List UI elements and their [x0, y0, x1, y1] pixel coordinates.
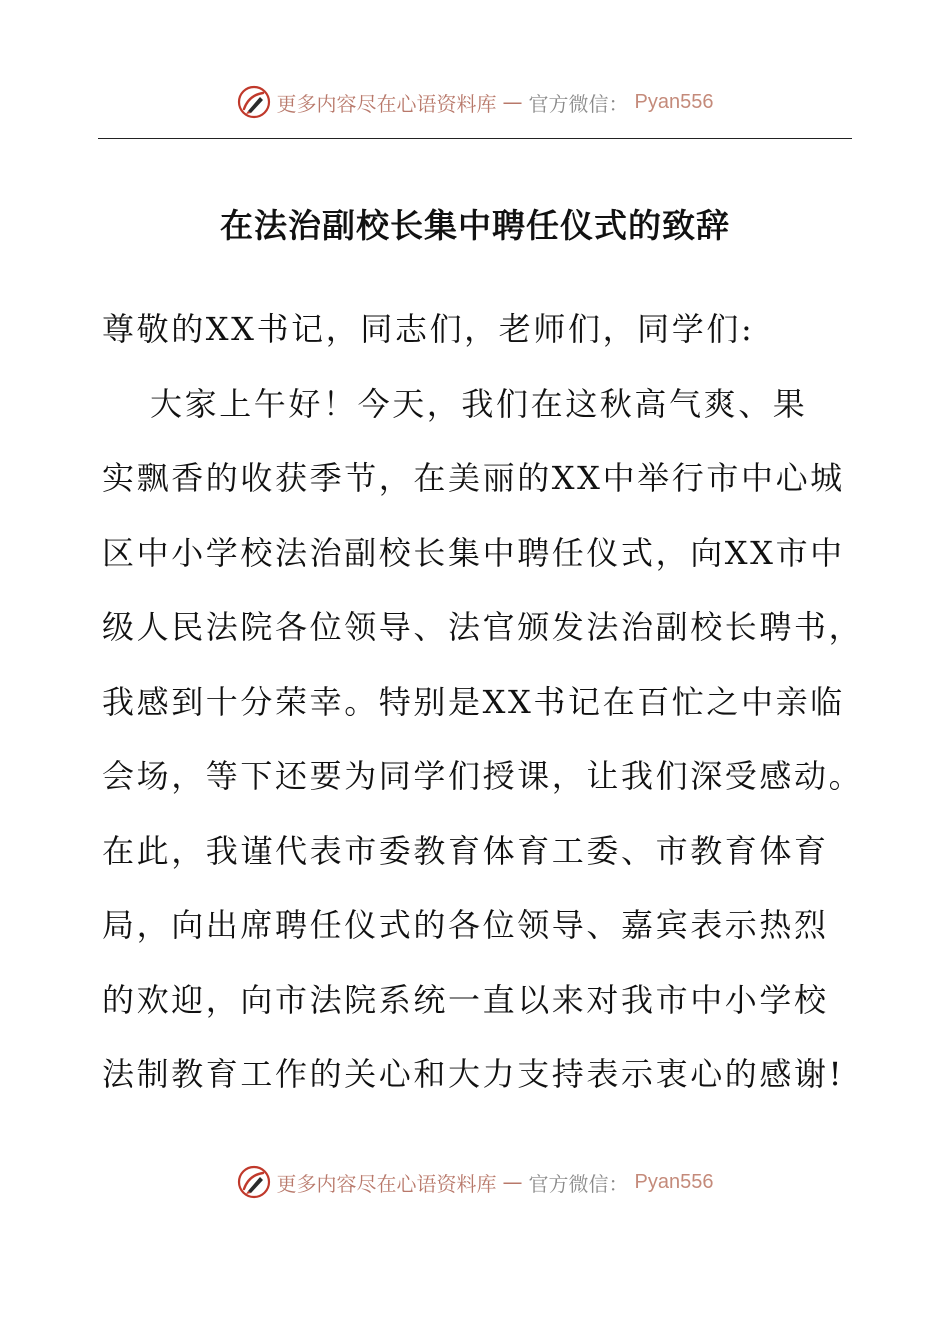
- footer-banner-content: [237, 1165, 714, 1199]
- document-body: [102, 292, 862, 1112]
- banner-wechat-label: 官方微信：: [528, 91, 629, 116]
- body-line: 的欢迎，向市法院系统一直以来对我市中小学校: [102, 980, 829, 1019]
- banner-separator: —: [502, 1170, 523, 1194]
- body-line: 实飘香的收获季节，在美丽的XX中举行市中心城: [102, 459, 845, 497]
- salutation-line: 尊敬的XX书记，同志们，老师们，同学们:: [102, 310, 755, 348]
- body-line: 区中小学校法治副校长集中聘任仪式，向XX市中: [102, 533, 845, 572]
- pen-logo-icon: [237, 1165, 271, 1199]
- body-line: 会场，等下还要为同学们授课，让我们深受感动。: [102, 757, 864, 795]
- banner-separator: —: [502, 90, 523, 114]
- header-divider: [98, 138, 852, 139]
- body-line: 法制教育工作的关心和大力支持表示衷心的感谢!: [102, 1055, 845, 1093]
- pen-logo-icon: [237, 85, 271, 119]
- body-line: 局，向出席聘任仪式的各位领导、嘉宾表示热烈: [102, 906, 829, 944]
- banner-slogan: 更多内容尽在心语资料库: [276, 1171, 497, 1196]
- document-title: 在法治副校长集中聘任仪式的致辞: [220, 206, 730, 245]
- banner-wechat-id: Pyan556: [634, 90, 714, 113]
- body-line: 在此，我谨代表市委教育体育工委、市教育体育: [102, 831, 829, 870]
- header-banner: [0, 82, 950, 122]
- banner-wechat-id: Pyan556: [634, 1170, 714, 1193]
- body-line: 级人民法院各位领导、法官颁发法治副校长聘书，: [102, 608, 864, 646]
- body-line: 大家上午好！今天，我们在这秋高气爽、果: [150, 384, 808, 423]
- banner-wechat-label: 官方微信：: [528, 1171, 629, 1196]
- body-line: 我感到十分荣幸。特别是XX书记在百忙之中亲临: [102, 682, 845, 721]
- banner-slogan: 更多内容尽在心语资料库: [276, 91, 497, 116]
- header-banner-content: [237, 85, 714, 119]
- footer-banner: [0, 1162, 950, 1202]
